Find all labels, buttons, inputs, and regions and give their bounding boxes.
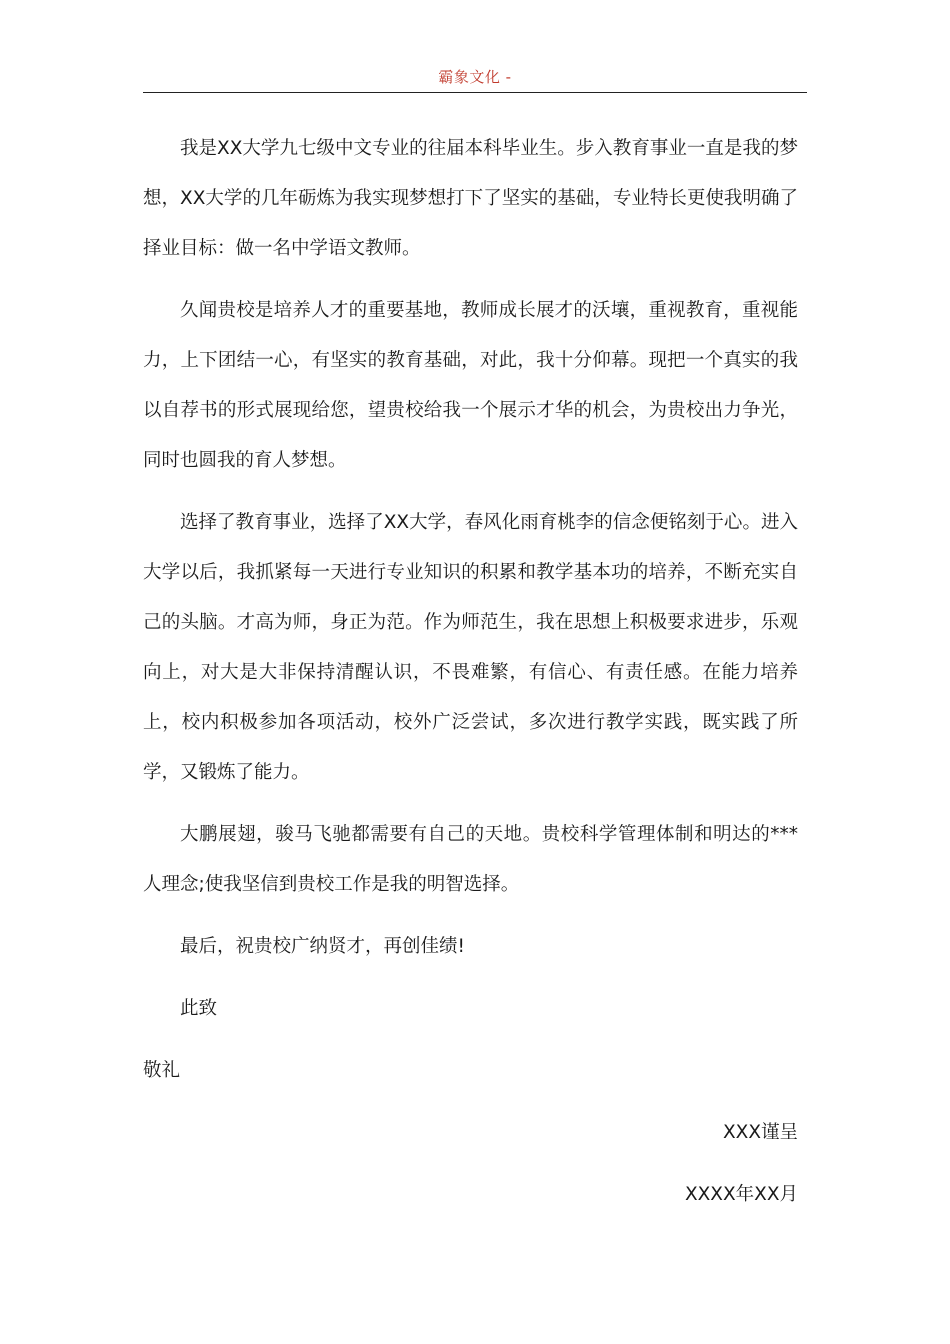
salutation: 敬礼 [143,1060,181,1081]
letter-paragraph: 久闻贵校是培养人才的重要基地，教师成长展才的沃壤，重视教育，重视能力，上下团结一心，有坚实的教育基础，对此，我十分仰幕。现把一个真实的我以自荐书的形式展现给您，望贵校给我一个展示才华的机会，为贵校出力争光，同时也圆我的育人梦想。 [143,300,798,471]
closing-phrase: 此致 [180,998,218,1019]
letter-paragraph: 大鹏展翅，骏马飞驰都需要有自己的天地。贵校科学管理体制和明达的***人理念;使我坚信到贵校工作是我的明智选择。 [143,824,798,895]
header-title: 霸象文化 - [438,68,512,86]
letter-body [143,124,798,1232]
letter-paragraph: 选择了教育事业，选择了XX大学，春风化雨育桃李的信念便铭刻于心。进入大学以后，我抓紧每一天进行专业知识的积累和教学基本功的培养，不断充实自己的头脑。才高为师，身正为范。作为师范生，我在思想上积极要求进步，乐观向上，对大是大非保持清醒认识，不畏难繁，有信心、有责任感。在能力培养上，校内积极参加各项活动，校外广泛尝试，多次进行教学实践，既实践了所学，又锻炼了能力。 [143,512,798,783]
letter-paragraph: 最后，祝贵校广纳贤才，再创佳绩! [180,936,465,957]
date-line: XXXX年XX月 [684,1184,798,1205]
letter-paragraph: 我是XX大学九七级中文专业的往届本科毕业生。步入教育事业一直是我的梦想，XX大学的几年砺炼为我实现梦想打下了坚实的基础，专业特长更使我明确了择业目标：做一名中学语文教师。 [143,138,798,259]
page-header [143,66,807,93]
signature: XXX谨呈 [722,1122,798,1143]
